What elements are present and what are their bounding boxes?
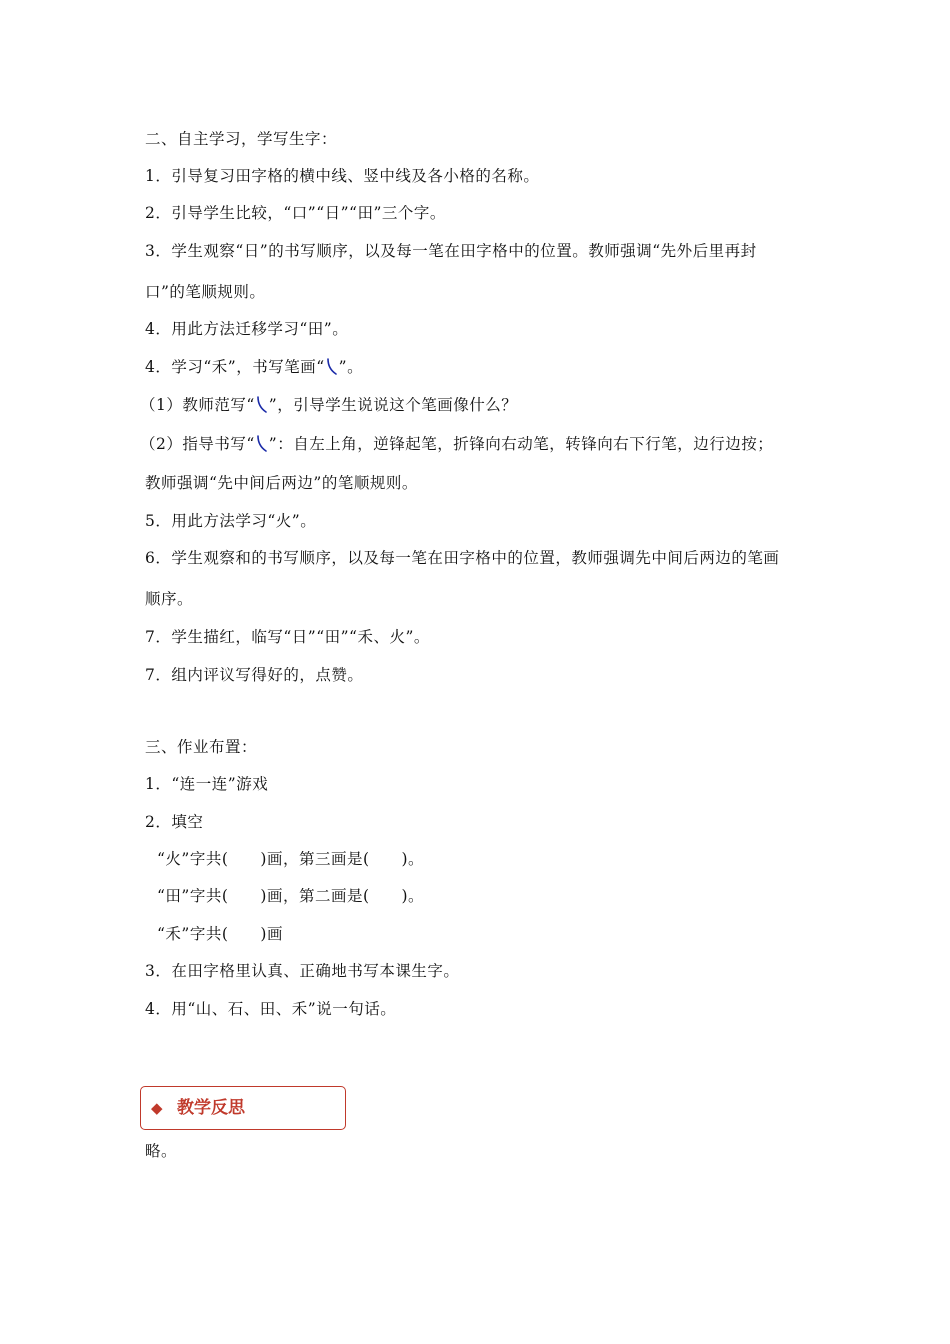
fill-blank-3: “禾”字共( )画 [157, 925, 283, 943]
homework-4: 4．用“山、石、田、禾”说一句话。 [145, 1000, 397, 1018]
sub-1-text-end: ”，引导学生说说这个笔画像什么？ [268, 396, 518, 414]
step-4b-text-start: 4．学习“禾”，书写笔画“ [145, 358, 325, 376]
step-7b: 7．组内评议写得好的，点赞。 [145, 666, 364, 684]
fill-blank-1: “火”字共( )画，第三画是( )。 [157, 850, 425, 868]
reflection-body: 略。 [145, 1142, 178, 1160]
step-5: 5．用此方法学习“火”。 [145, 512, 317, 530]
sub-2-text-end: ”：自左上角，逆锋起笔，折锋向右动笔，转锋向右下行笔，边行边按； [268, 435, 774, 453]
step-4b-sub-1 [140, 394, 517, 416]
section-3-title: 三、作业布置： [145, 738, 258, 756]
step-7: 7．学生描红，临写“日”“田”“禾、火”。 [145, 628, 430, 646]
diamond-icon: ◆ [151, 1099, 163, 1117]
step-4b [145, 356, 363, 378]
step-6-line-2: 顺序。 [145, 590, 194, 608]
section-2-title: 二、自主学习，学写生字： [145, 130, 338, 148]
step-3-line-1: 3．学生观察“日”的书写顺序，以及每一笔在田字格中的位置。教师强调“先外后里再封 [145, 242, 757, 260]
homework-2: 2．填空 [145, 813, 204, 831]
step-1: 1．引导复习田字格的横中线、竖中线及各小格的名称。 [145, 167, 540, 185]
homework-3: 3．在田字格里认真、正确地书写本课生字。 [145, 962, 460, 980]
sub-1-text-start: （1）教师范写“ [140, 396, 255, 414]
reflection-heading-box [140, 1086, 346, 1130]
step-6-line-1: 6．学生观察和的书写顺序，以及每一笔在田字格中的位置，教师强调先中间后两边的笔画 [145, 549, 780, 567]
step-2: 2．引导学生比较，“口”“日”“田”三个字。 [145, 204, 446, 222]
sub-2-text-start: （2）指导书写“ [140, 435, 255, 453]
homework-1: 1．“连一连”游戏 [145, 775, 269, 793]
reflection-title: 教学反思 [177, 1098, 245, 1118]
pie-stroke-icon [255, 395, 269, 415]
step-4b-text-end: ”。 [338, 358, 364, 376]
step-4b-sub-2 [140, 433, 773, 455]
step-3-line-2: 口”的笔顺规则。 [145, 283, 266, 301]
fill-blank-2: “田”字共( )画，第二画是( )。 [157, 887, 425, 905]
step-4: 4．用此方法迁移学习“田”。 [145, 320, 349, 338]
pie-stroke-icon [255, 434, 269, 454]
step-4b-sub-2-cont: 教师强调“先中间后两边”的笔顺规则。 [145, 474, 418, 492]
pie-stroke-icon [325, 357, 339, 377]
